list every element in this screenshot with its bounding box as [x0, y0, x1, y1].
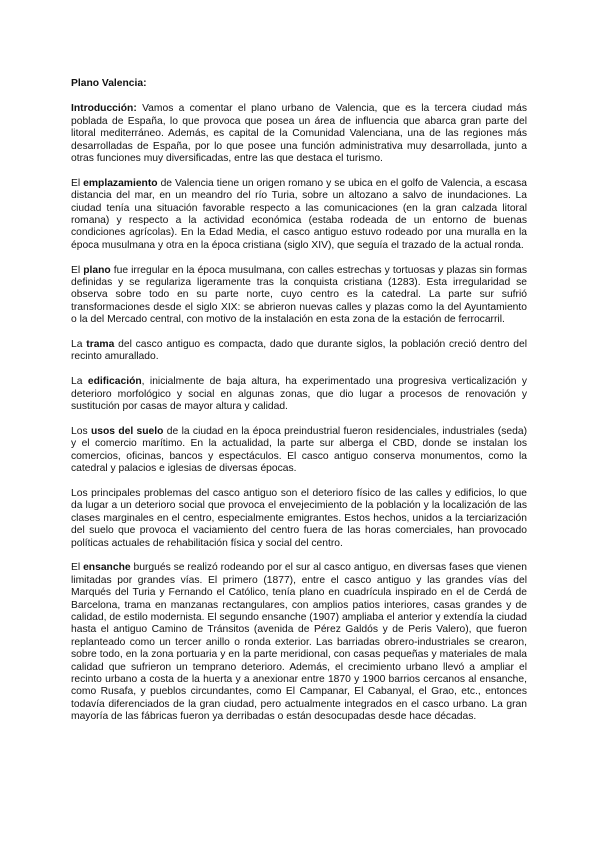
paragraph-lead: trama: [86, 339, 115, 351]
paragraph-text: burgués se realizó rodeando por el sur al casco antiguo, en diversas fases que vienen limitadas por grandes vías. El primero (1877), entre el casco antiguo y las grandes vías del Marqués del Turia y Fernando el Católico, tenía plano en cuadrícula inspirado en el de Cerdá de Barcelona, trama en manzanas rectangulares, con amplios patios interiores, casas grandes y de calidad, de estilo modernista. El segundo ensanche (1907) ampliaba el anterior y extendía la ciudad hasta el antiguo Camino de Tránsitos (avenida de Pérez Galdós y de Peris Valero), que fueron replanteado como un tercer anillo o ronda exterior. Las barriadas obrero-industriales se crearon, sobre todo, en la zona portuaria y en la parte meridional, con casas pequeñas y materiales de mala calidad que sufrieron un temprano deterioro. Además, el crecimiento urbano llevó a ampliar el recinto urbano a costa de la huerta y a anexionar entre 1870 y 1900 barrios cercanos al ensanche, como Rusafa, y pueblos circundantes, como El Campanar, El Cabanyal, el Grao, etc., entonces todavía diferenciados de la gran ciudad, pero actualmente integrados en el casco urbano. La gran mayoría de las fábricas fueron ya derribadas o están desocupadas desde hace décadas.: [71, 562, 527, 723]
paragraph-emplazamiento: [71, 178, 527, 252]
paragraph-lead: edificación: [87, 376, 142, 388]
paragraph-lead: Introducción:: [71, 103, 137, 115]
paragraph-introduccion: [71, 103, 527, 165]
paragraph-pre: El: [71, 264, 84, 276]
paragraph-problemas: [71, 488, 527, 550]
document-title: Plano Valencia:: [71, 78, 147, 89]
paragraph-pre: El: [71, 177, 84, 189]
paragraph-lead: ensanche: [83, 562, 131, 574]
paragraph-text: del casco antiguo es compacta, dado que durante siglos, la población creció dentro del recinto amurallado.: [71, 339, 527, 363]
paragraph-usos-del-suelo: [71, 426, 527, 476]
paragraph-text: Vamos a comentar el plano urbano de Valencia, que es la tercera ciudad más poblada de España, lo que provoca que posea un área de influencia que abarca gran parte del litoral mediterráneo. Además, es capital de la Comunidad Valenciana, una de las regiones más desarrolladas de España, por lo que posee una función administrativa muy desarrollada, junto a otras funciones muy diversificadas, entre las que destaca el turismo.: [71, 103, 527, 165]
paragraph-pre: El: [71, 562, 84, 574]
paragraph-trama: [71, 339, 527, 364]
paragraph-text: de Valencia tiene un origen romano y se ubica en el golfo de Valencia, a escasa distancia del mar, en un meandro del río Turia, sobre un altozano a salvo de inundaciones. La ciudad tenía una situación favorable respecto a las comunicaciones (en la gran calzada litoral romana) y respecto a la actividad económica (estaba rodeada de un entorno de buenas condiciones agrícolas). En la Edad Media, el casco antiguo estuvo rodeado por una muralla en la época musulmana y otra en la época cristiana (siglo XIV), que seguía el trazado de la actual ronda.: [71, 177, 527, 251]
paragraph-lead: usos del suelo: [90, 425, 164, 437]
paragraph-edificacion: [71, 376, 527, 413]
paragraph-lead: plano: [83, 264, 111, 276]
paragraph-lead: emplazamiento: [83, 177, 158, 189]
paragraph-plano: [71, 265, 527, 327]
paragraph-ensanche: [71, 562, 527, 723]
paragraph-text: Los principales problemas del casco antiguo son el deterioro físico de las calles y edificios, lo que da lugar a un deterioro social que provoca el envejecimiento de la población y la localización de las clases marginales en el centro, especialmente emigrantes. Estos hechos, unidos a la terciarización del suelo que provoca el vaciamiento del centro fuera de las horas comerciales, han provocado políticas actuales de rehabilitación física y social del centro.: [71, 487, 527, 549]
paragraph-pre: La: [71, 339, 87, 351]
paragraph-text: fue irregular en la época musulmana, con calles estrechas y tortuosas y plazas sin formas definidas y se regulariza ligeramente tras la conquista cristiana (1283). Esta irregularidad se observa sobre todo en su parte norte, cuyo centro es la catedral. La parte sur sufrió transformaciones desde el siglo XIX: se abrieron nuevas calles y plazas como la del Ayuntamiento o la del Mercado central, con motivo de la instalación en esta zona de la estación de ferrocarril.: [71, 264, 527, 326]
paragraph-pre: Los: [71, 425, 91, 437]
paragraph-text: , inicialmente de baja altura, ha experimentado una progresiva verticalización y deterioro morfológico y social en algunas zonas, que dio lugar a procesos de renovación y sustitución por casas de mayor altura y calidad.: [71, 376, 527, 413]
paragraph-pre: La: [71, 376, 88, 388]
paragraph-text: de la ciudad en la época preindustrial fueron residenciales, industriales (seda) y el comercio marítimo. En la actualidad, la parte sur alberga el CBD, donde se instalan los comercios, oficinas, bancos y espectáculos. El casco antiguo conserva monumentos, como la catedral y palacios e iglesias de diversas épocas.: [71, 425, 527, 475]
document-page: [71, 78, 527, 736]
